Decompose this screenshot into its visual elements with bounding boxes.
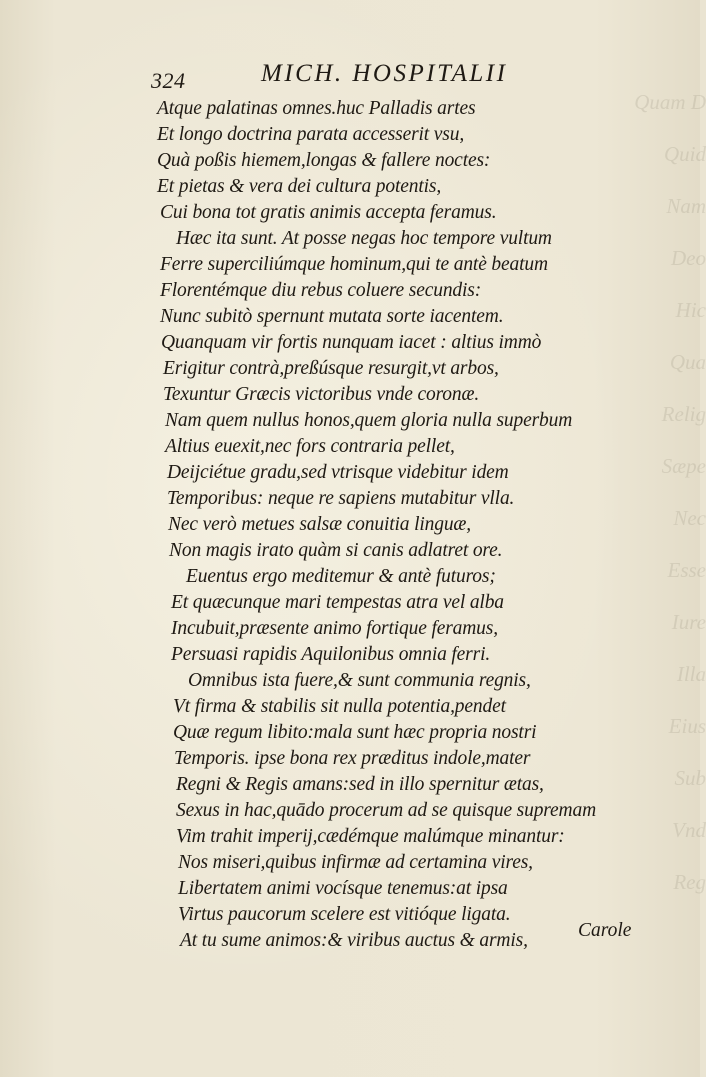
verse-line: Temporis. ipse bona rex præditus indole,mater <box>174 748 531 769</box>
verse-line: Hæc ita sunt. At posse negas hoc tempore vultum <box>176 228 552 249</box>
verse-line: Omnibus ista fuere,& sunt communia regnis, <box>188 670 531 691</box>
verse-line: Nam quem nullus honos,quem gloria nulla superbum <box>165 410 573 431</box>
verse-line: Virtus paucorum scelere est vitióque ligata. <box>178 904 511 925</box>
verse-line: Deijciétue gradu,sed vtrisque videbitur idem <box>167 462 509 483</box>
verse-line: Sexus in hac,quādo procerum ad se quisque supremam <box>176 800 596 821</box>
verse-line: Vt firma & stabilis sit nulla potentia,pendet <box>173 696 506 717</box>
show-through-text: Quam D Quid Nam Deo Hic Qua Relig Sæpe Nec Esse Iure Illa Eius Sub Vnd Reg <box>634 90 706 894</box>
verse-line: Regni & Regis amans:sed in illo spernitur ætas, <box>176 774 544 795</box>
verse-line: Quanquam vir fortis nunquam iacet : altius immò <box>161 332 542 353</box>
verse-line: Et quæcunque mari tempestas atra vel alba <box>171 592 504 613</box>
catchword: Carole <box>578 920 632 941</box>
verse-line: Nos miseri,quibus infirmæ ad certamina vires, <box>178 852 533 873</box>
verse-line: Et longo doctrina parata accesserit vsu, <box>157 124 465 145</box>
verse-line: Libertatem animi vocísque tenemus:at ipsa <box>178 878 508 899</box>
verse-line: Nunc subitò spernunt mutata sorte iacentem. <box>160 306 504 327</box>
verse-line: Temporibus: neque re sapiens mutabitur vlla. <box>167 488 515 509</box>
verse-line: Florentémque diu rebus coluere secundis: <box>160 280 482 301</box>
verse-line: Incubuit,præsente animo fortique feramus, <box>171 618 498 639</box>
verse-line: Nec verò metues salsæ conuitia linguæ, <box>168 514 472 535</box>
verse-line: Altius euexit,nec fors contraria pellet, <box>165 436 455 457</box>
verse-line: Persuasi rapidis Aquilonibus omnia ferri. <box>171 644 491 665</box>
verse-line: At tu sume animos:& viribus auctus & armis, <box>180 930 528 951</box>
verse-line: Ferre superciliúmque hominum,qui te antè beatum <box>160 254 548 275</box>
verse-line: Et pietas & vera dei cultura potentis, <box>157 176 442 197</box>
verse-line: Quæ regum libito:mala sunt hæc propria nostri <box>173 722 537 743</box>
running-title: MICH. HOSPITALII <box>261 60 508 87</box>
verse-line: Vim trahit imperij,cædémque malúmque minantur: <box>176 826 565 847</box>
verse-line: Cui bona tot gratis animis accepta feramus. <box>160 202 497 223</box>
verse-line: Atque palatinas omnes.huc Palladis artes <box>157 98 476 119</box>
verse-line: Non magis irato quàm si canis adlatret ore. <box>169 540 503 561</box>
verse-line: Euentus ergo meditemur & antè futuros; <box>186 566 496 587</box>
verse-line: Erigitur contrà,preßúsque resurgit,vt arbos, <box>163 358 499 379</box>
verse-line: Quà poßis hiemem,longas & fallere noctes: <box>157 150 491 171</box>
page-number: 324 <box>151 68 186 93</box>
verse-line: Texuntur Græcis victoribus vnde coronæ. <box>163 384 480 405</box>
